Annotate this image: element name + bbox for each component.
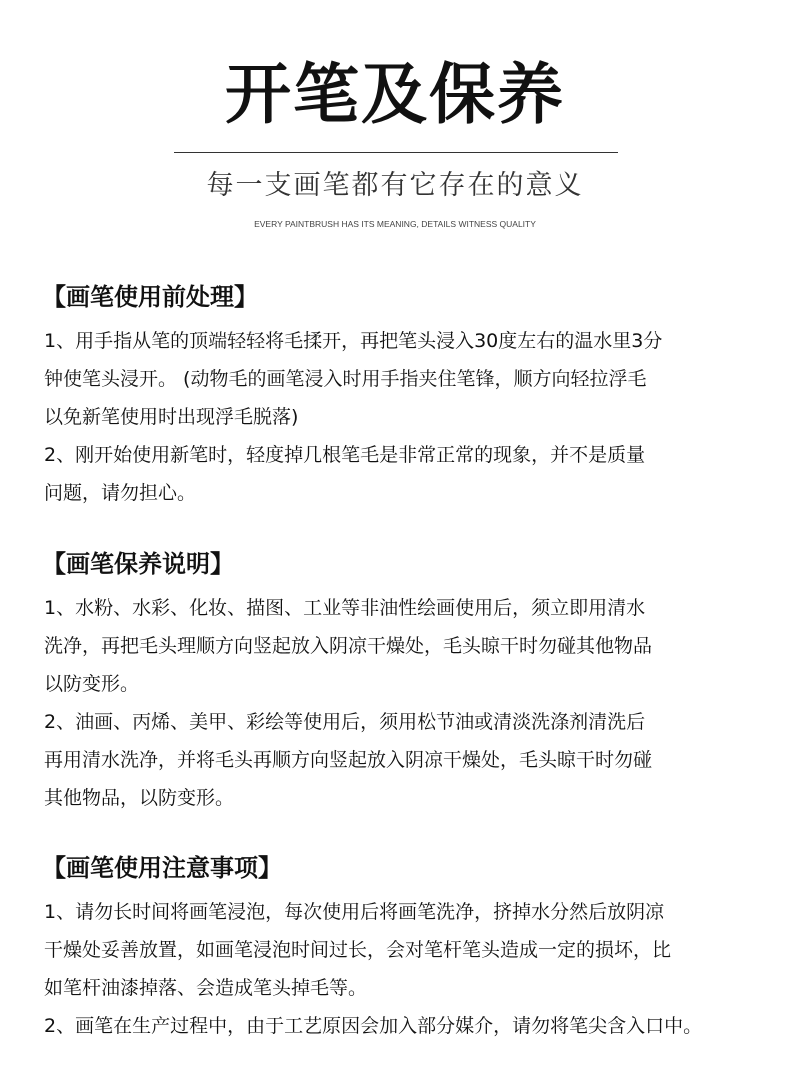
body-line: 1、用手指从笔的顶端轻轻将毛揉开，再把笔头浸入30度左右的温水里3分 — [44, 330, 663, 352]
body-line: 1、水粉、水彩、化妆、描图、工业等非油性绘画使用后，须立即用清水 — [44, 597, 646, 619]
subtitle: 每一支画笔都有它存在的意义 — [206, 170, 584, 201]
section-precautions — [44, 851, 784, 1045]
body-line: 问题，请勿担心。 — [44, 482, 197, 504]
body-line: 以免新笔使用时出现浮毛脱落) — [44, 406, 299, 428]
body-line: 1、请勿长时间将画笔浸泡，每次使用后将画笔洗净，挤掉水分然后放阴凉 — [44, 901, 665, 923]
title-divider — [174, 152, 618, 153]
section-body — [44, 322, 784, 512]
section-care — [44, 547, 784, 817]
body-line: 2、画笔在生产过程中，由于工艺原因会加入部分媒介，请勿将笔尖含入口中。 — [44, 1015, 703, 1037]
section-body — [44, 589, 784, 817]
section-heading: 【画笔使用前处理】 — [42, 283, 258, 311]
body-line: 钟使笔头浸开。 (动物毛的画笔浸入时用手指夹住笔锋，顺方向轻拉浮毛 — [44, 368, 647, 390]
body-line: 再用清水洗净，并将毛头再顺方向竖起放入阴凉干燥处，毛头晾干时勿碰 — [44, 749, 653, 771]
subtitle-english: EVERY PAINTBRUSH HAS ITS MEANING, DETAILS WITNESS QUALITY — [254, 219, 536, 229]
section-heading: 【画笔使用注意事项】 — [42, 854, 282, 882]
body-line: 如笔杆油漆掉落、会造成笔头掉毛等。 — [44, 977, 368, 999]
body-line: 2、刚开始使用新笔时，轻度掉几根笔毛是非常正常的现象，并不是质量 — [44, 444, 646, 466]
section-pre-use — [44, 280, 784, 512]
section-body — [44, 893, 784, 1045]
body-line: 以防变形。 — [44, 673, 140, 695]
body-line: 干燥处妥善放置，如画笔浸泡时间过长，会对笔杆笔头造成一定的损坏，比 — [44, 939, 672, 961]
body-line: 其他物品，以防变形。 — [44, 787, 235, 809]
body-line: 2、油画、丙烯、美甲、彩绘等使用后，须用松节油或清淡洗涤剂清洗后 — [44, 711, 646, 733]
page-title: 开笔及保养 — [225, 56, 565, 133]
body-line: 洗净，再把毛头理顺方向竖起放入阴凉干燥处，毛头晾干时勿碰其他物品 — [44, 635, 653, 657]
section-heading: 【画笔保养说明】 — [42, 550, 234, 578]
